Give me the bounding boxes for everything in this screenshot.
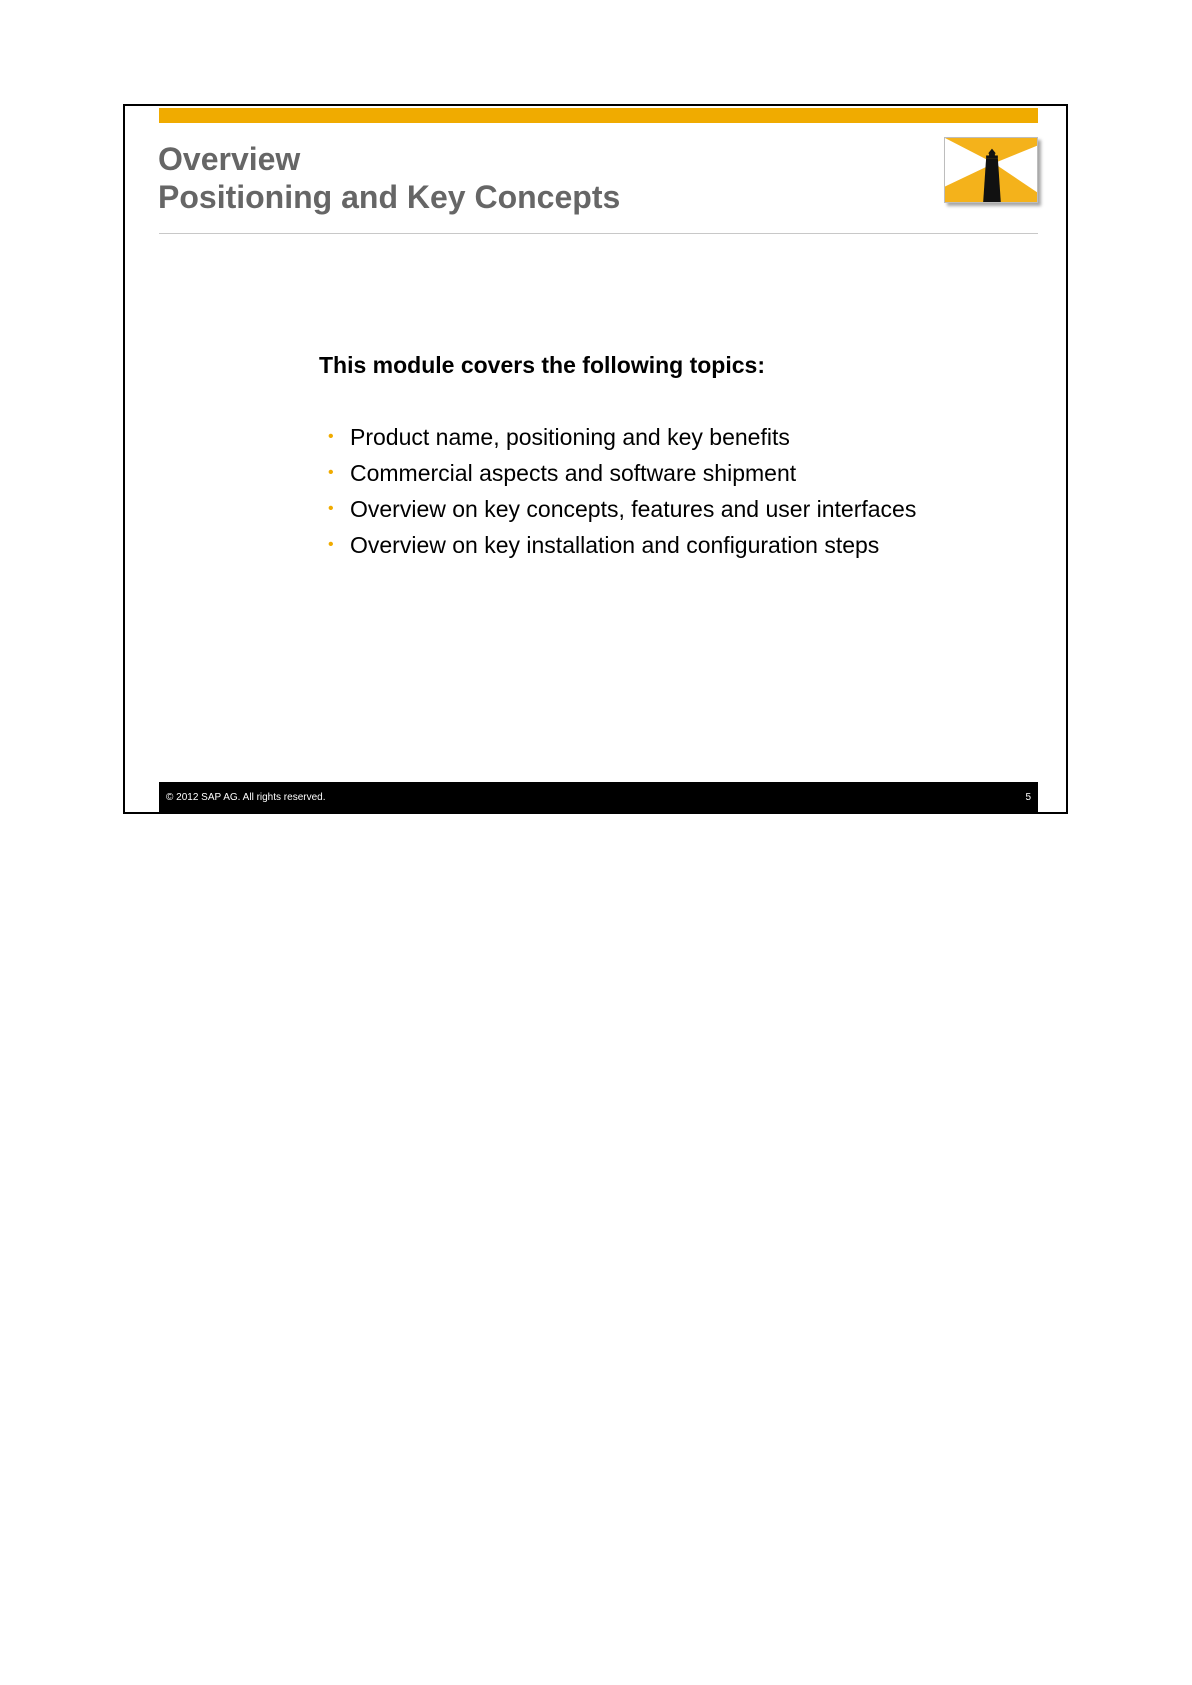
page-number: 5 [1025,792,1031,803]
topic-text: Overview on key installation and configuration steps [350,532,880,558]
topics-heading: This module covers the following topics: [319,352,765,378]
title-divider [159,233,1038,234]
title-line-subtitle: Positioning and Key Concepts [158,179,621,215]
footer-bar [159,782,1038,814]
bullet-icon: • [328,500,334,517]
topic-text: Overview on key concepts, features and user interfaces [350,496,917,522]
list-item [319,491,959,527]
slide [123,104,1068,814]
list-item [319,419,959,455]
bullet-icon: • [328,428,334,445]
title-line-overview: Overview [158,141,301,177]
topic-text: Commercial aspects and software shipment [350,460,797,486]
topic-list [319,419,959,563]
lighthouse-icon [944,137,1038,203]
copyright-notice: © 2012 SAP AG. All rights reserved. [166,792,326,803]
slide-title [158,140,620,216]
accent-top-bar [159,108,1038,123]
topics-section [319,351,959,563]
topic-text: Product name, positioning and key benefits [350,424,790,450]
list-item [319,527,959,563]
bullet-icon: • [328,536,334,553]
list-item [319,455,959,491]
bullet-icon: • [328,464,334,481]
